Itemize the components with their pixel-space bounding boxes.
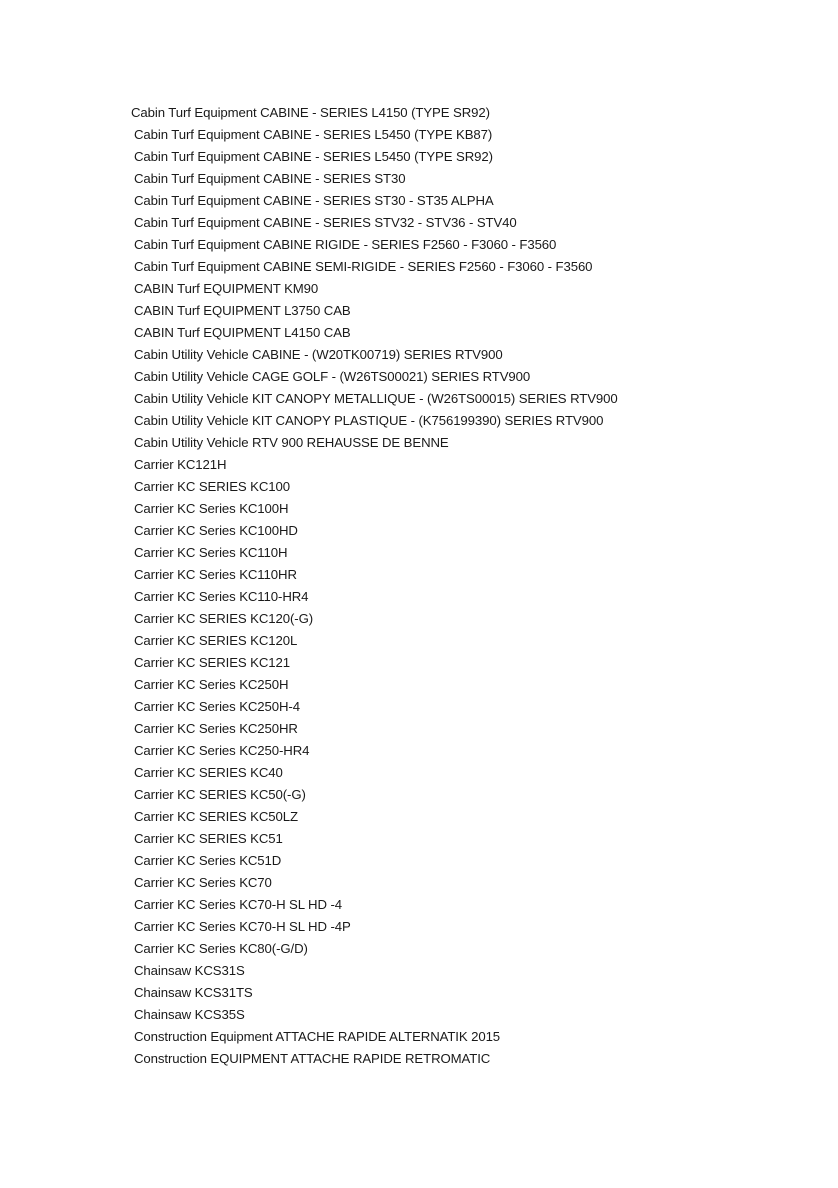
list-item: Carrier KC Series KC100H	[134, 501, 289, 516]
list-item: Cabin Utility Vehicle KIT CANOPY PLASTIQUE - (K756199390) SERIES RTV900	[134, 413, 604, 428]
parts-list	[131, 102, 618, 1070]
list-item: Carrier KC SERIES KC120(-G)	[134, 611, 314, 626]
list-item: Cabin Utility Vehicle KIT CANOPY METALLIQUE - (W26TS00015) SERIES RTV900	[134, 391, 618, 406]
list-item: Carrier KC121H	[134, 457, 227, 472]
list-item: Cabin Turf Equipment CABINE - SERIES STV32 - STV36 - STV40	[134, 215, 517, 230]
list-item: CABIN Turf EQUIPMENT L4150 CAB	[134, 325, 351, 340]
list-item: Construction Equipment ATTACHE RAPIDE ALTERNATIK 2015	[134, 1029, 501, 1044]
list-item: Cabin Turf Equipment CABINE - SERIES L5450 (TYPE KB87)	[134, 127, 493, 142]
list-item: Cabin Utility Vehicle CABINE - (W20TK00719) SERIES RTV900	[134, 347, 503, 362]
list-item: Cabin Turf Equipment CABINE SEMI-RIGIDE - SERIES F2560 - F3060 - F3560	[134, 259, 593, 274]
list-item: CABIN Turf EQUIPMENT KM90	[134, 281, 319, 296]
list-item: Cabin Turf Equipment CABINE - SERIES ST30	[134, 171, 406, 186]
list-item: Cabin Turf Equipment CABINE RIGIDE - SERIES F2560 - F3060 - F3560	[134, 237, 557, 252]
list-item: Cabin Turf Equipment CABINE - SERIES L5450 (TYPE SR92)	[134, 149, 493, 164]
list-item: Carrier KC Series KC80(-G/D)	[134, 941, 308, 956]
list-item: CABIN Turf EQUIPMENT L3750 CAB	[134, 303, 351, 318]
list-item: Carrier KC Series KC110HR	[134, 567, 297, 582]
list-item: Construction EQUIPMENT ATTACHE RAPIDE RETROMATIC	[134, 1051, 491, 1066]
list-item: Carrier KC Series KC100HD	[134, 523, 298, 538]
list-item: Carrier KC Series KC70	[134, 875, 272, 890]
list-item: Carrier KC SERIES KC121	[134, 655, 291, 670]
list-item: Carrier KC Series KC110H	[134, 545, 288, 560]
list-item: Carrier KC Series KC70-H SL HD -4P	[134, 919, 351, 934]
list-item: Cabin Utility Vehicle RTV 900 REHAUSSE DE BENNE	[134, 435, 449, 450]
list-item: Carrier KC Series KC250H-4	[134, 699, 300, 714]
list-item: Chainsaw KCS35S	[134, 1007, 245, 1022]
list-item: Cabin Turf Equipment CABINE - SERIES ST30 - ST35 ALPHA	[134, 193, 494, 208]
list-item: Carrier KC Series KC110-HR4	[134, 589, 309, 604]
list-item: Carrier KC SERIES KC100	[134, 479, 291, 494]
list-item: Cabin Utility Vehicle CAGE GOLF - (W26TS00021) SERIES RTV900	[134, 369, 531, 384]
list-item: Carrier KC SERIES KC40	[134, 765, 283, 780]
list-item: Chainsaw KCS31S	[134, 963, 245, 978]
list-item: Carrier KC Series KC250-HR4	[134, 743, 310, 758]
list-item: Carrier KC SERIES KC120L	[134, 633, 298, 648]
list-item: Chainsaw KCS31TS	[134, 985, 253, 1000]
list-item: Cabin Turf Equipment CABINE - SERIES L4150 (TYPE SR92)	[131, 105, 490, 120]
list-item: Carrier KC Series KC70-H SL HD -4	[134, 897, 342, 912]
list-item: Carrier KC Series KC250HR	[134, 721, 298, 736]
list-item: Carrier KC Series KC51D	[134, 853, 282, 868]
list-item: Carrier KC SERIES KC50(-G)	[134, 787, 306, 802]
list-item: Carrier KC SERIES KC50LZ	[134, 809, 298, 824]
list-item: Carrier KC SERIES KC51	[134, 831, 283, 846]
list-item: Carrier KC Series KC250H	[134, 677, 289, 692]
